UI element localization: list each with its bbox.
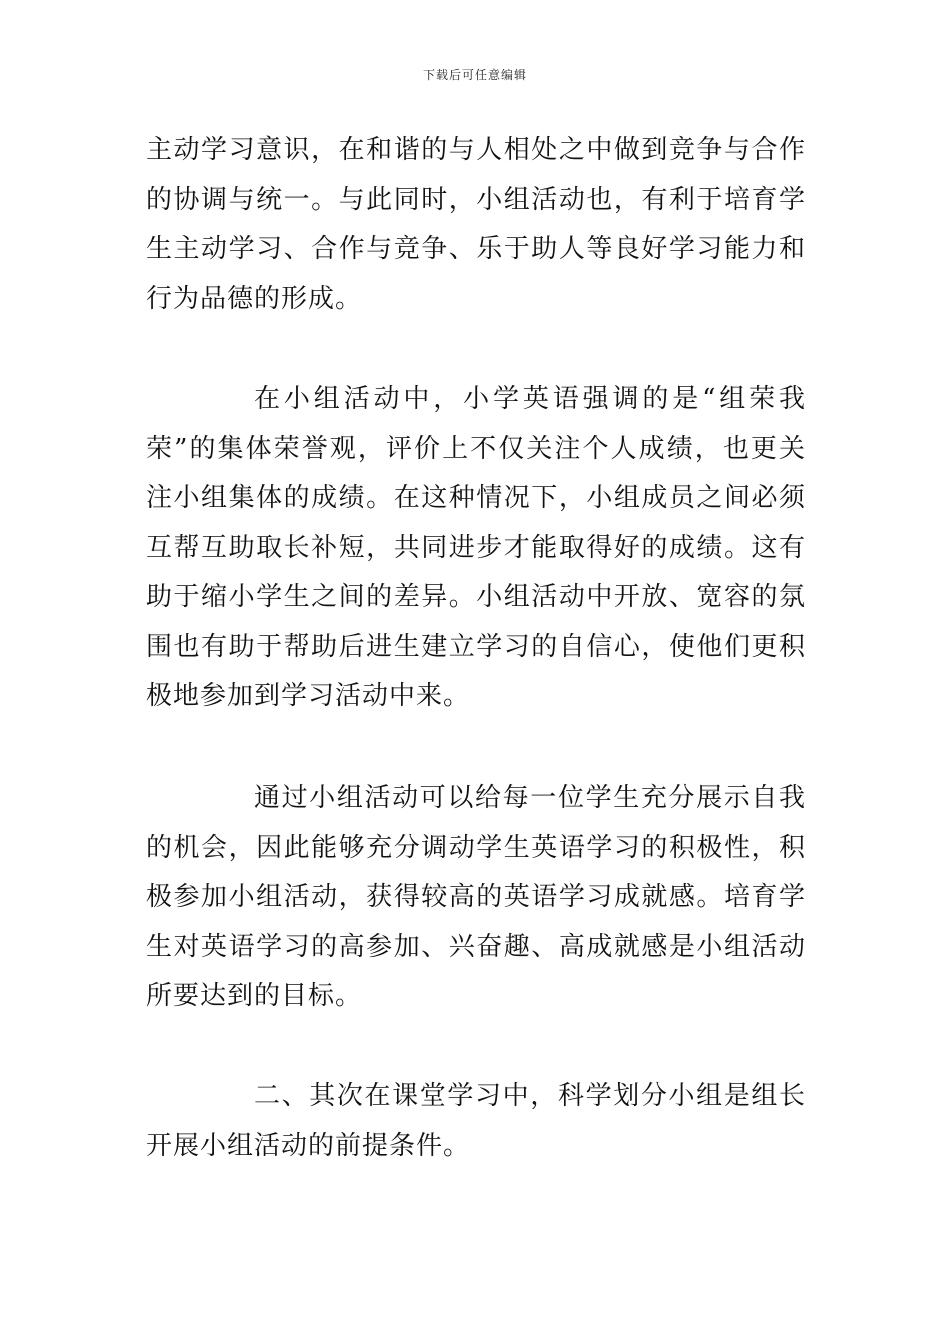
- paragraph-3: 通过小组活动可以给每一位学生充分展示自我的机会，因此能够充分调动学生英语学习的积极性，积极参加小组活动，获得较高的英语学习成就感。培育学生对英语学习的高参加、兴奋趣、高成就感是小组活动所要达到的目标。: [146, 783, 806, 1011]
- paragraph-2: 在小组活动中，小学英语强调的是“组荣我荣”的集体荣誉观，评价上不仅关注个人成绩，也更关注小组集体的成绩。在这种情况下，小组成员之间必须互帮互助取长补短，共同进步才能取得好的成绩。这有助于缩小学生之间的差异。小组活动中开放、宽容的氛围也有助于帮助后进生建立学习的自信心，使他们更积极地参加到学习活动中来。: [146, 384, 806, 711]
- paragraph-4: 二、其次在课堂学习中，科学划分小组是组长开展小组活动的前提条件。: [146, 1081, 806, 1161]
- paragraph-1: 主动学习意识，在和谐的与人相处之中做到竞争与合作的协调与统一。与此同时，小组活动也，有利于培育学生主动学习、合作与竞争、乐于助人等良好学习能力和行为品德的形成。: [146, 135, 806, 314]
- page-header: 下载后可任意编辑: [422, 68, 527, 82]
